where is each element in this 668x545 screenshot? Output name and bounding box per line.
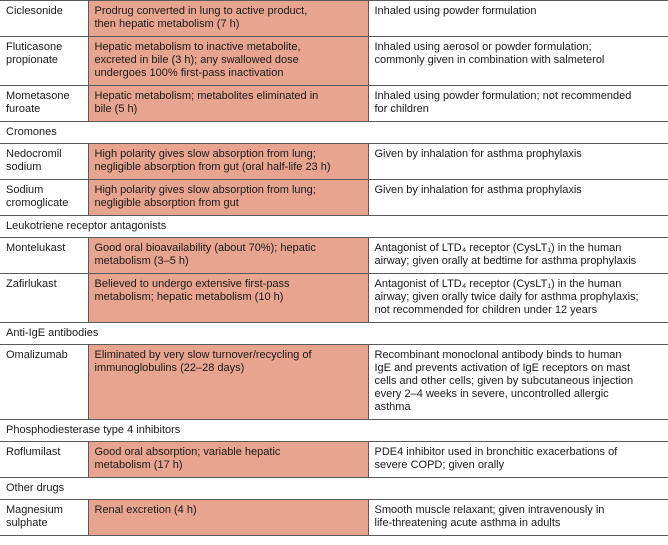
- section-title: Leukotriene receptor antagonists: [0, 216, 668, 238]
- notes-cell: Recombinant monoclonal antibody binds to human IgE and prevents activation of IgE receptors on mast cells and other cells; given by subcutaneous injection every 2–4 weeks in severe, uncontrolled allergic asthma: [368, 345, 668, 420]
- table-row: [0, 1, 668, 37]
- notes-cell: Given by inhalation for asthma prophylaxis: [368, 144, 668, 180]
- table-row: [0, 86, 668, 122]
- drug-name-cell: Nedocromil sodium: [0, 144, 88, 180]
- drug-name-cell: Fluticasone propionate: [0, 37, 88, 86]
- section-row: [0, 323, 668, 345]
- pharmacokinetics-cell: Prodrug converted in lung to active product, then hepatic metabolism (7 h): [88, 1, 368, 37]
- notes-cell: Antagonist of LTD₄ receptor (CysLT₁) in the human airway; given orally twice daily for asthma prophylaxis; not recommended for children under 12 years: [368, 274, 668, 323]
- notes-cell: Inhaled using powder formulation: [368, 1, 668, 37]
- drug-name-cell: Montelukast: [0, 238, 88, 274]
- drug-name-cell: Ciclesonide: [0, 1, 88, 37]
- notes-cell: Given by inhalation for asthma prophylaxis: [368, 180, 668, 216]
- section-row: [0, 420, 668, 442]
- table-row: [0, 144, 668, 180]
- notes-cell: Inhaled using powder formulation; not recommended for children: [368, 86, 668, 122]
- notes-cell: Smooth muscle relaxant; given intravenously in life-threatening acute asthma in adults: [368, 500, 668, 536]
- pharmacokinetics-cell: Good oral absorption; variable hepatic metabolism (17 h): [88, 442, 368, 478]
- section-title: Anti-IgE antibodies: [0, 323, 668, 345]
- pharmacokinetics-cell: Eliminated by very slow turnover/recycling of immunoglobulins (22–28 days): [88, 345, 368, 420]
- pharmacokinetics-cell: High polarity gives slow absorption from lung; negligible absorption from gut: [88, 180, 368, 216]
- table-row: [0, 180, 668, 216]
- table-row: [0, 238, 668, 274]
- table-row: [0, 274, 668, 323]
- table-row: [0, 37, 668, 86]
- drug-name-cell: Roflumilast: [0, 442, 88, 478]
- pharmacokinetics-cell: High polarity gives slow absorption from lung; negligible absorption from gut (oral half-life 23 h): [88, 144, 368, 180]
- table-row: [0, 442, 668, 478]
- pharmacokinetics-cell: Good oral bioavailability (about 70%); hepatic metabolism (3–5 h): [88, 238, 368, 274]
- table-row: [0, 345, 668, 420]
- drug-table-body: [0, 1, 668, 536]
- drug-name-cell: Mometasone furoate: [0, 86, 88, 122]
- section-row: [0, 478, 668, 500]
- section-row: [0, 216, 668, 238]
- section-title: Phosphodiesterase type 4 inhibitors: [0, 420, 668, 442]
- drug-name-cell: Zafirlukast: [0, 274, 88, 323]
- notes-cell: PDE4 inhibitor used in bronchitic exacerbations of severe COPD; given orally: [368, 442, 668, 478]
- notes-cell: Inhaled using aerosol or powder formulation; commonly given in combination with salmeterol: [368, 37, 668, 86]
- section-row: [0, 122, 668, 144]
- drug-name-cell: Omalizumab: [0, 345, 88, 420]
- section-title: Cromones: [0, 122, 668, 144]
- pharmacokinetics-cell: Renal excretion (4 h): [88, 500, 368, 536]
- pharmacokinetics-cell: Hepatic metabolism to inactive metabolite, excreted in bile (3 h); any swallowed dose undergoes 100% first-pass inactivation: [88, 37, 368, 86]
- table-row: [0, 500, 668, 536]
- section-title: Other drugs: [0, 478, 668, 500]
- pharmacokinetics-cell: Hepatic metabolism; metabolites eliminated in bile (5 h): [88, 86, 368, 122]
- notes-cell: Antagonist of LTD₄ receptor (CysLT₁) in the human airway; given orally at bedtime for asthma prophylaxis: [368, 238, 668, 274]
- pharmacokinetics-cell: Believed to undergo extensive first-pass metabolism; hepatic metabolism (10 h): [88, 274, 368, 323]
- drug-name-cell: Sodium cromoglicate: [0, 180, 88, 216]
- drug-name-cell: Magnesium sulphate: [0, 500, 88, 536]
